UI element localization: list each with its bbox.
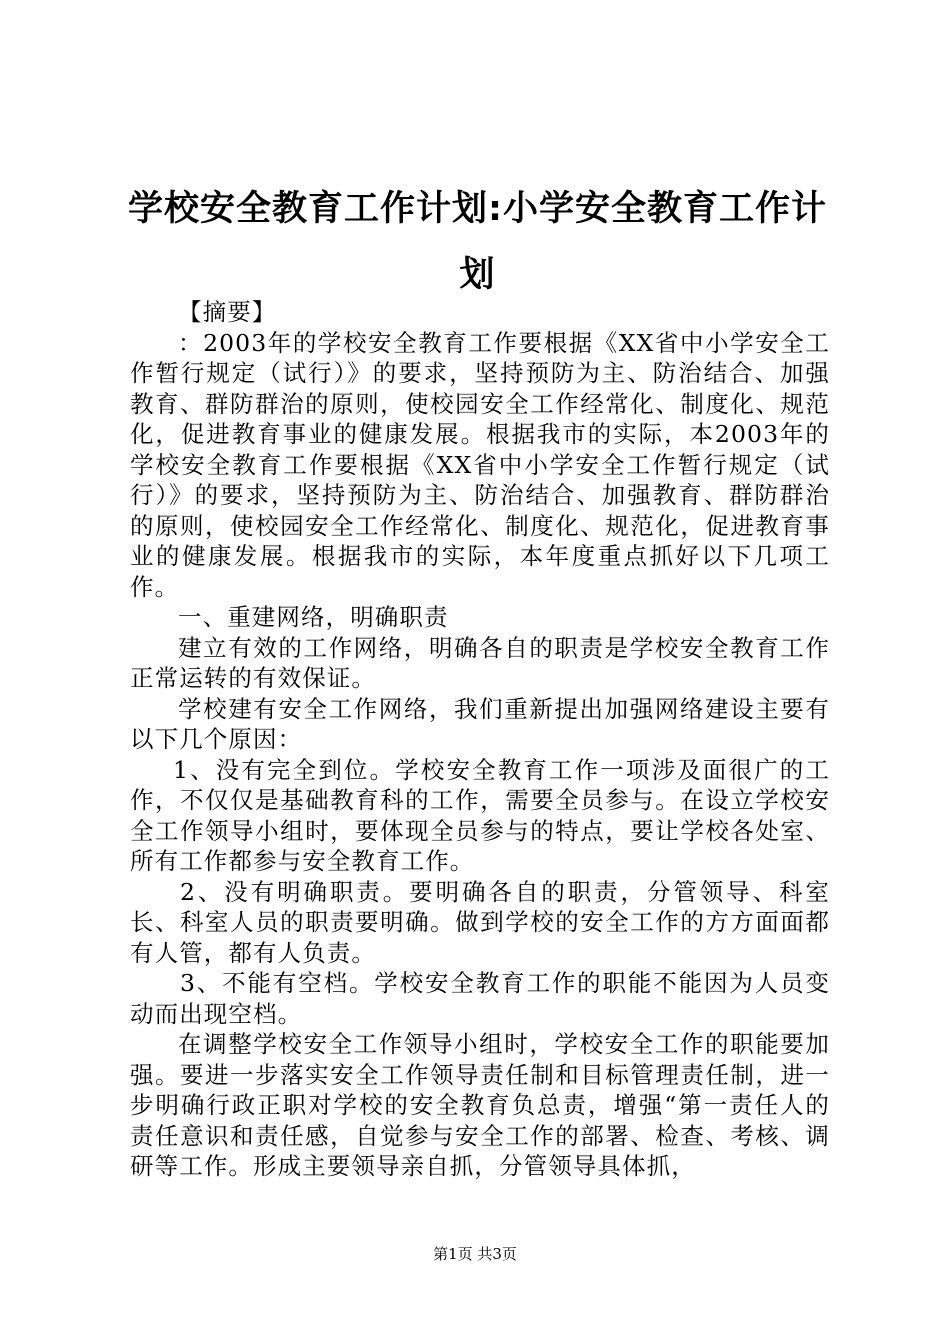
document-body bbox=[130, 297, 830, 1182]
page-footer: 第1页 共3页 bbox=[433, 1245, 517, 1263]
body-paragraph: 学校建有安全工作网络，我们重新提出加强网络建设主要有以下几个原因： bbox=[130, 694, 830, 753]
body-paragraph: 在调整学校安全工作领导小组时，学校安全工作的职能要加强。要进一步落实安全工作领导责任制和目标管理责任制，进一步明确行政正职对学校的安全教育负总责，增强“第一责任人的责任意识和责任感，自觉参与安全工作的部署、检查、考核、调研等工作。形成主要领导亲自抓，分管领导具体抓， bbox=[130, 1030, 830, 1180]
list-item: 1、没有完全到位。学校安全教育工作一项涉及面很广的工作，不仅仅是基础教育科的工作，需要全员参与。在设立学校安全工作领导小组时，要体现全员参与的特点，要让学校各处室、所有工作都参与安全教育工作。 bbox=[130, 755, 830, 875]
list-item: 3、不能有空档。学校安全教育工作的职能不能因为人员变动而出现空档。 bbox=[130, 969, 830, 1028]
abstract-paragraph: ：2003年的学校安全教育工作要根据《XX省中小学安全工作暂行规定（试行）》的要求，坚持预防为主、防治结合、加强教育、群防群治的原则，使校园安全工作经常化、制度化、规范化，促进教育事业的健康发展。根据我市的实际，本2003年的学校安全教育工作要根据《XX省中小学安全工作暂行规定（试行）》的要求，坚持预防为主、防治结合、加强教育、群防群治的原则，使校园安全工作经常化、制度化、规范化，促进教育事业的健康发展。根据我市的实际，本年度重点抓好以下几项工作。 bbox=[130, 328, 830, 601]
section-heading: 一、重建网络，明确职责 bbox=[178, 603, 449, 631]
body-paragraph: 建立有效的工作网络，明确各自的职责是学校安全教育工作正常运转的有效保证。 bbox=[130, 633, 830, 692]
document-title: 学校安全教育工作计划:小学安全教育工作计划 bbox=[128, 189, 827, 295]
list-item: 2、没有明确职责。要明确各自的职责，分管领导、科室长、科室人员的职责要明确。做到学校的安全工作的方方面面都有人管，都有人负责。 bbox=[130, 877, 830, 967]
abstract-heading: 【摘要】 bbox=[178, 298, 277, 326]
